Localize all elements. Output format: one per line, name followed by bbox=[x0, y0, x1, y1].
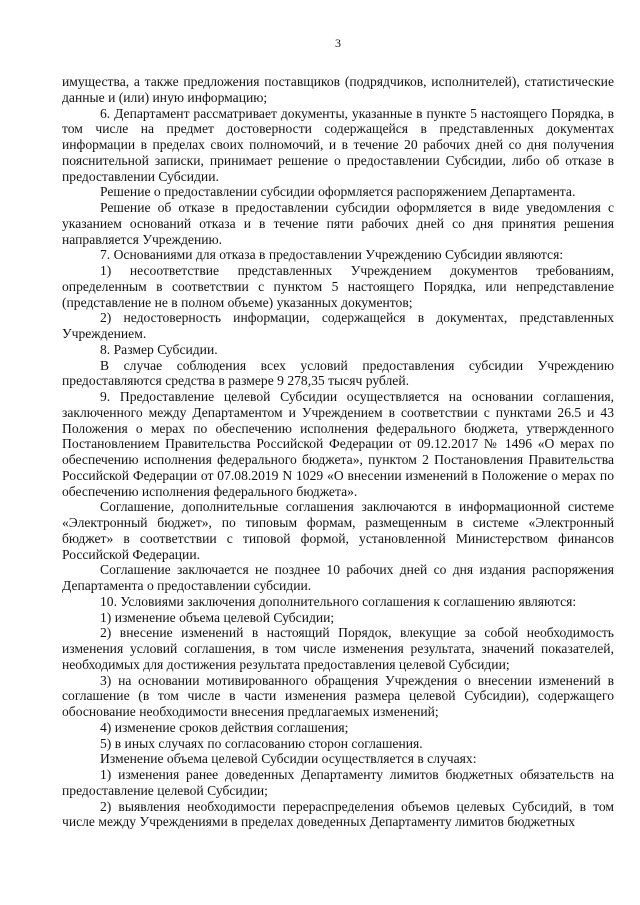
paragraph: 8. Размер Субсидии. bbox=[100, 341, 218, 357]
paragraph: 1) изменение объема целевой Субсидии; bbox=[100, 609, 335, 625]
page-number: 3 bbox=[335, 36, 341, 50]
paragraph: 10. Условиями заключения дополнительного соглашения к соглашению являются: bbox=[100, 593, 577, 609]
paragraph: Соглашение заключается не позднее 10 рабочих дней со дня издания распоряжения Департамента о предоставлении субсидии. bbox=[62, 562, 614, 593]
paragraph: Соглашение, дополнительные соглашения заключаются в информационной системе «Электронный бюджет», по типовым формам, размещенным в системе «Электронный бюджет» в соответствии с типовой формой, установленной Министерством финансов Российской Федерации. bbox=[62, 499, 614, 562]
document-body bbox=[62, 74, 614, 830]
paragraph: 9. Предоставление целевой Субсидии осуществляется на основании соглашения, заключенного между Департаментом и Учреждением в соответствии с пунктами 26.5 и 43 Положения о мерах по обеспечению исполнения федерального бюджета, утвержденного Постановлением Правительства Российской Федерации от 09.12.2017 № 1496 «О мерах по обеспечению исполнения федерального бюджета», пунктом 2 Постановления Правительства Российской Федерации от 07.08.2019 N 1029 «О внесении изменений в Положение о мерах по обеспечению исполнения федерального бюджета». bbox=[62, 389, 614, 499]
paragraph: Изменение объема целевой Субсидии осуществляется в случаях: bbox=[100, 751, 477, 767]
paragraph: 2) недостоверность информации, содержащейся в документах, представленных Учреждением. bbox=[62, 310, 614, 341]
paragraph: 3) на основании мотивированного обращения Учреждения о внесении изменений в соглашение (в том числе в части изменения размера целевой Субсидии), содержащего обоснование необходимости внесения предлагаемых изменений; bbox=[62, 672, 614, 719]
paragraph: 6. Департамент рассматривает документы, указанные в пункте 5 настоящего Порядка, в том числе на предмет достоверности содержащейся в представленных документах информации в пределах своих полномочий, и в течение 20 рабочих дней со дня получения пояснительной записки, принимает решение о предоставлении Субсидии, либо об отказе в предоставлении Субсидии. bbox=[62, 105, 614, 184]
paragraph: 2) выявления необходимости перераспределения объемов целевых Субсидий, в том числе между Учреждениями в пределах доведенных Департаменту лимитов бюджетных bbox=[62, 798, 614, 830]
paragraph: 1) несоответствие представленных Учреждением документов требованиям, определенным в соответствии с пунктом 5 настоящего Порядка, или непредставление (представление не в полном объеме) указанных документов; bbox=[62, 263, 614, 310]
paragraph: 5) в иных случаях по согласованию сторон соглашения. bbox=[100, 735, 423, 751]
paragraph: В случае соблюдения всех условий предоставления субсидии Учреждению предоставляются средства в размере 9 278,35 тысяч рублей. bbox=[62, 357, 614, 389]
paragraph: Решение о предоставлении субсидии оформляется распоряжением Департамента. bbox=[100, 184, 576, 200]
paragraph: 7. Основаниями для отказа в предоставлении Учреждению Субсидии являются: bbox=[100, 247, 564, 263]
paragraph: имущества, а также предложения поставщиков (подрядчиков, исполнителей), статистические данные и (или) иную информацию; bbox=[62, 74, 614, 105]
paragraph: 2) внесение изменений в настоящий Порядок, влекущие за собой необходимость изменения условий соглашения, в том числе изменения результата, значений показателей, необходимых для достижения результата предоставления целевой Субсидии; bbox=[62, 625, 614, 672]
paragraph: 1) изменения ранее доведенных Департаменту лимитов бюджетных обязательств на предоставление целевой Субсидии; bbox=[62, 767, 614, 798]
paragraph: 4) изменение сроков действия соглашения; bbox=[100, 719, 349, 735]
paragraph: Решение об отказе в предоставлении субсидии оформляется в виде уведомления с указанием оснований отказа и в течение пяти рабочих дней со дня принятия решения направляется Учреждению. bbox=[62, 200, 614, 247]
